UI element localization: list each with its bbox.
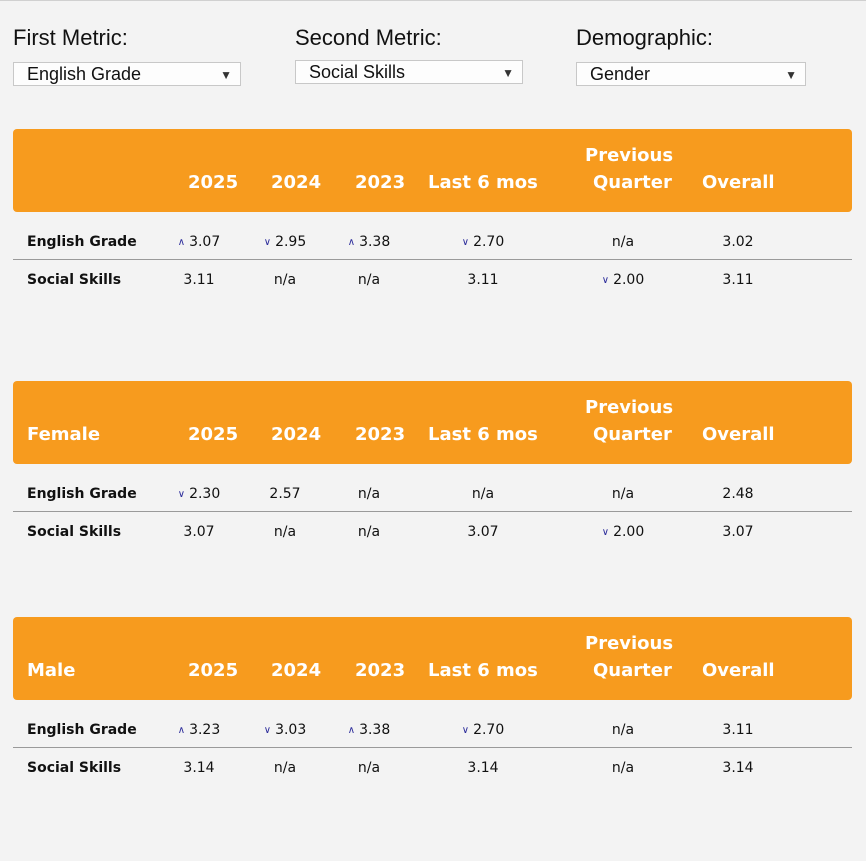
cell-value: 3.23	[189, 722, 221, 738]
column-header: 2023	[355, 172, 406, 193]
table-cell	[358, 760, 380, 776]
cell-value: 2.48	[722, 486, 754, 502]
column-header: Quarter	[593, 172, 672, 193]
cell-value: 3.14	[467, 760, 499, 776]
column-header: Overall	[702, 660, 775, 681]
table-cell	[612, 486, 634, 502]
table-cell	[264, 234, 307, 250]
cell-value: 3.14	[183, 760, 215, 776]
row-divider	[13, 511, 852, 512]
cell-value: 3.07	[722, 524, 754, 540]
column-header: Overall	[702, 172, 775, 193]
table-row	[13, 264, 852, 298]
cell-value: n/a	[471, 486, 495, 502]
cell-value: n/a	[611, 234, 635, 250]
table-cell	[612, 722, 634, 738]
trend-up-icon: ∧	[177, 237, 186, 248]
table-cell	[722, 524, 753, 540]
table-cell	[467, 524, 498, 540]
cell-value: 3.14	[722, 760, 754, 776]
metric-panel	[13, 381, 852, 540]
table-cell	[602, 524, 645, 540]
cell-value: n/a	[611, 486, 635, 502]
row-label: Social Skills	[27, 524, 122, 540]
column-header: Previous	[585, 145, 674, 166]
table-row	[13, 478, 852, 512]
column-header: Previous	[585, 633, 674, 654]
table-cell	[467, 760, 498, 776]
trend-down-icon: ∨	[601, 527, 610, 538]
table-cell	[722, 234, 753, 250]
trend-down-icon: ∨	[263, 725, 272, 736]
table-cell	[348, 234, 391, 250]
column-header: Quarter	[593, 660, 672, 681]
demographic-value: Gender	[590, 64, 651, 84]
panel-header	[13, 617, 852, 700]
cell-value: n/a	[273, 524, 297, 540]
table-cell	[462, 234, 505, 250]
table-cell	[274, 760, 296, 776]
second-metric-value: Social Skills	[309, 62, 406, 82]
trend-down-icon: ∨	[601, 275, 610, 286]
table-cell	[183, 272, 214, 288]
cell-value: n/a	[273, 760, 297, 776]
table-cell	[602, 272, 645, 288]
cell-value: 3.07	[189, 234, 221, 250]
table-cell	[358, 272, 380, 288]
cell-value: 3.03	[275, 722, 307, 738]
metric-panel	[13, 617, 852, 776]
first-metric-select[interactable]	[13, 62, 241, 86]
column-header: Last 6 mos	[428, 424, 538, 445]
metric-panel	[13, 129, 852, 288]
table-cell	[358, 486, 380, 502]
trend-up-icon: ∧	[177, 725, 186, 736]
table-cell	[264, 722, 307, 738]
dropdown-arrow-icon: ▼	[220, 68, 232, 82]
table-cell	[358, 524, 380, 540]
first-metric-label: First Metric:	[13, 25, 128, 50]
table-cell	[348, 722, 391, 738]
cell-value: n/a	[357, 272, 381, 288]
column-header: Previous	[585, 397, 674, 418]
column-header: 2023	[355, 660, 406, 681]
table-row	[13, 516, 852, 550]
table-cell	[178, 722, 221, 738]
panel-title: Female	[27, 424, 101, 445]
row-label: Social Skills	[27, 760, 122, 776]
column-header: 2025	[188, 660, 239, 681]
table-cell	[274, 524, 296, 540]
table-row	[13, 752, 852, 786]
trend-up-icon: ∧	[347, 725, 356, 736]
dropdown-arrow-icon: ▼	[785, 68, 797, 82]
column-header: 2025	[188, 172, 239, 193]
first-metric-value: English Grade	[27, 64, 142, 84]
top-border	[0, 0, 866, 1]
column-header: Overall	[702, 424, 775, 445]
table-cell	[722, 722, 753, 738]
demographic-select[interactable]	[576, 62, 806, 86]
cell-value: 2.70	[473, 722, 505, 738]
cell-value: 2.30	[189, 486, 221, 502]
trend-down-icon: ∨	[177, 489, 186, 500]
cell-value: 3.11	[722, 722, 754, 738]
column-header: 2024	[271, 660, 322, 681]
panel-header	[13, 129, 852, 212]
trend-down-icon: ∨	[461, 725, 470, 736]
table-cell	[274, 272, 296, 288]
cell-value: 3.38	[359, 722, 391, 738]
table-cell	[462, 722, 505, 738]
cell-value: 2.70	[473, 234, 505, 250]
row-label: English Grade	[27, 722, 137, 738]
row-divider	[13, 747, 852, 748]
cell-value: n/a	[357, 524, 381, 540]
cell-value: n/a	[357, 486, 381, 502]
cell-value: 3.11	[467, 272, 499, 288]
table-cell	[722, 486, 753, 502]
cell-value: n/a	[611, 760, 635, 776]
second-metric-select[interactable]	[295, 60, 523, 84]
cell-value: 2.57	[269, 486, 301, 502]
column-header: 2025	[188, 424, 239, 445]
dropdown-arrow-icon: ▼	[502, 66, 514, 80]
cell-value: 3.02	[722, 234, 754, 250]
table-cell	[722, 272, 753, 288]
cell-value: 3.11	[722, 272, 754, 288]
column-header: Last 6 mos	[428, 172, 538, 193]
first-metric-filter	[13, 24, 241, 86]
table-row	[13, 714, 852, 748]
table-cell	[472, 486, 494, 502]
row-label: Social Skills	[27, 272, 122, 288]
table-cell	[269, 486, 300, 502]
demographic-label: Demographic:	[576, 25, 713, 50]
cell-value: 3.38	[359, 234, 391, 250]
cell-value: n/a	[273, 272, 297, 288]
demographic-filter	[576, 24, 806, 86]
table-row	[13, 226, 852, 260]
table-cell	[722, 760, 753, 776]
cell-value: 3.11	[183, 272, 215, 288]
table-cell	[178, 234, 221, 250]
cell-value: 3.07	[467, 524, 499, 540]
table-cell	[183, 524, 214, 540]
panel-title: Male	[27, 660, 76, 681]
trend-up-icon: ∧	[347, 237, 356, 248]
column-header: 2023	[355, 424, 406, 445]
table-cell	[612, 760, 634, 776]
row-label: English Grade	[27, 486, 137, 502]
trend-down-icon: ∨	[461, 237, 470, 248]
trend-down-icon: ∨	[263, 237, 272, 248]
cell-value: n/a	[611, 722, 635, 738]
cell-value: n/a	[357, 760, 381, 776]
table-cell	[612, 234, 634, 250]
second-metric-label: Second Metric:	[295, 25, 442, 50]
cell-value: 2.95	[275, 234, 307, 250]
cell-value: 2.00	[613, 524, 645, 540]
table-cell	[178, 486, 221, 502]
table-cell	[183, 760, 214, 776]
cell-value: 3.07	[183, 524, 215, 540]
column-header: 2024	[271, 172, 322, 193]
row-label: English Grade	[27, 234, 137, 250]
second-metric-filter	[295, 24, 523, 84]
row-divider	[13, 259, 852, 260]
column-header: Last 6 mos	[428, 660, 538, 681]
cell-value: 2.00	[613, 272, 645, 288]
column-header: Quarter	[593, 424, 672, 445]
column-header: 2024	[271, 424, 322, 445]
panel-header	[13, 381, 852, 464]
table-cell	[467, 272, 498, 288]
